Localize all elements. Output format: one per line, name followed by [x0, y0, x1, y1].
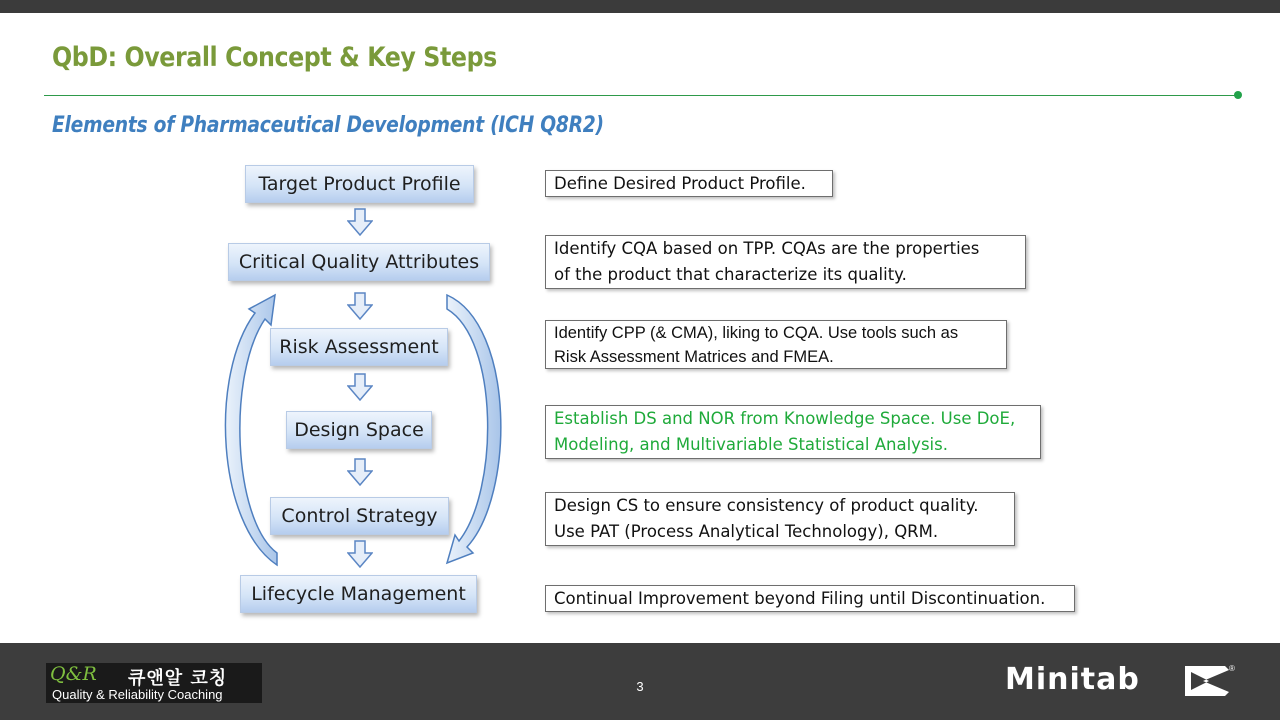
minitab-logo-icon — [1185, 666, 1229, 696]
top-bar — [0, 0, 1280, 13]
registered-mark: ® — [1229, 664, 1235, 673]
description-control-strategy — [545, 492, 1015, 546]
minitab-wordmark: Minitab — [1005, 662, 1140, 697]
description-tpp — [545, 170, 833, 197]
description-line: Use PAT (Process Analytical Technology), QRM. — [554, 522, 939, 541]
description-cqa — [545, 235, 1026, 289]
description-line: Define Desired Product Profile. — [554, 174, 806, 193]
qr-logo-tagline: Quality & Reliability Coaching — [52, 687, 223, 702]
qr-logo-mark: Q&R — [50, 663, 97, 685]
slide-subtitle: Elements of Pharmaceutical Development (ICH Q8R2) — [52, 113, 604, 138]
step-label: Target Product Profile — [258, 173, 461, 195]
step-label: Control Strategy — [281, 505, 438, 527]
qr-coaching-logo — [46, 663, 262, 703]
step-label: Risk Assessment — [279, 336, 439, 358]
step-lifecycle-management — [240, 575, 477, 613]
description-line: Identify CPP (& CMA), liking to CQA. Use tools such as — [554, 324, 959, 342]
description-line: Establish DS and NOR from Knowledge Space. Use DoE, — [554, 409, 1016, 428]
description-line: Identify CQA based on TPP. CQAs are the properties — [554, 239, 980, 258]
qr-logo-korean: 큐앤알 코칭 — [128, 668, 228, 689]
step-label: Design Space — [294, 419, 424, 441]
description-line: Continual Improvement beyond Filing until Discontinuation. — [554, 589, 1046, 608]
description-design-space — [545, 405, 1041, 459]
step-label: Critical Quality Attributes — [238, 251, 480, 273]
step-label: Lifecycle Management — [251, 583, 466, 605]
down-arrow-icon — [347, 208, 373, 236]
cycle-arrow-icon — [447, 295, 501, 563]
description-line: of the product that characterize its quality. — [554, 265, 907, 284]
description-risk-assessment — [545, 320, 1007, 369]
title-divider-dot — [1234, 91, 1242, 99]
description-lifecycle — [545, 585, 1075, 612]
slide-title: QbD: Overall Concept & Key Steps — [52, 42, 497, 73]
page-number: 3 — [636, 679, 644, 694]
cycle-arrow-icon — [225, 295, 277, 565]
title-divider — [44, 95, 1238, 96]
cycle-arrows — [215, 285, 515, 575]
description-line: Modeling, and Multivariable Statistical Analysis. — [554, 435, 948, 454]
description-line: Design CS to ensure consistency of product quality. — [554, 496, 979, 515]
step-critical-quality-attributes — [228, 243, 490, 281]
description-line: Risk Assessment Matrices and FMEA. — [554, 348, 834, 366]
step-target-product-profile — [245, 165, 474, 203]
